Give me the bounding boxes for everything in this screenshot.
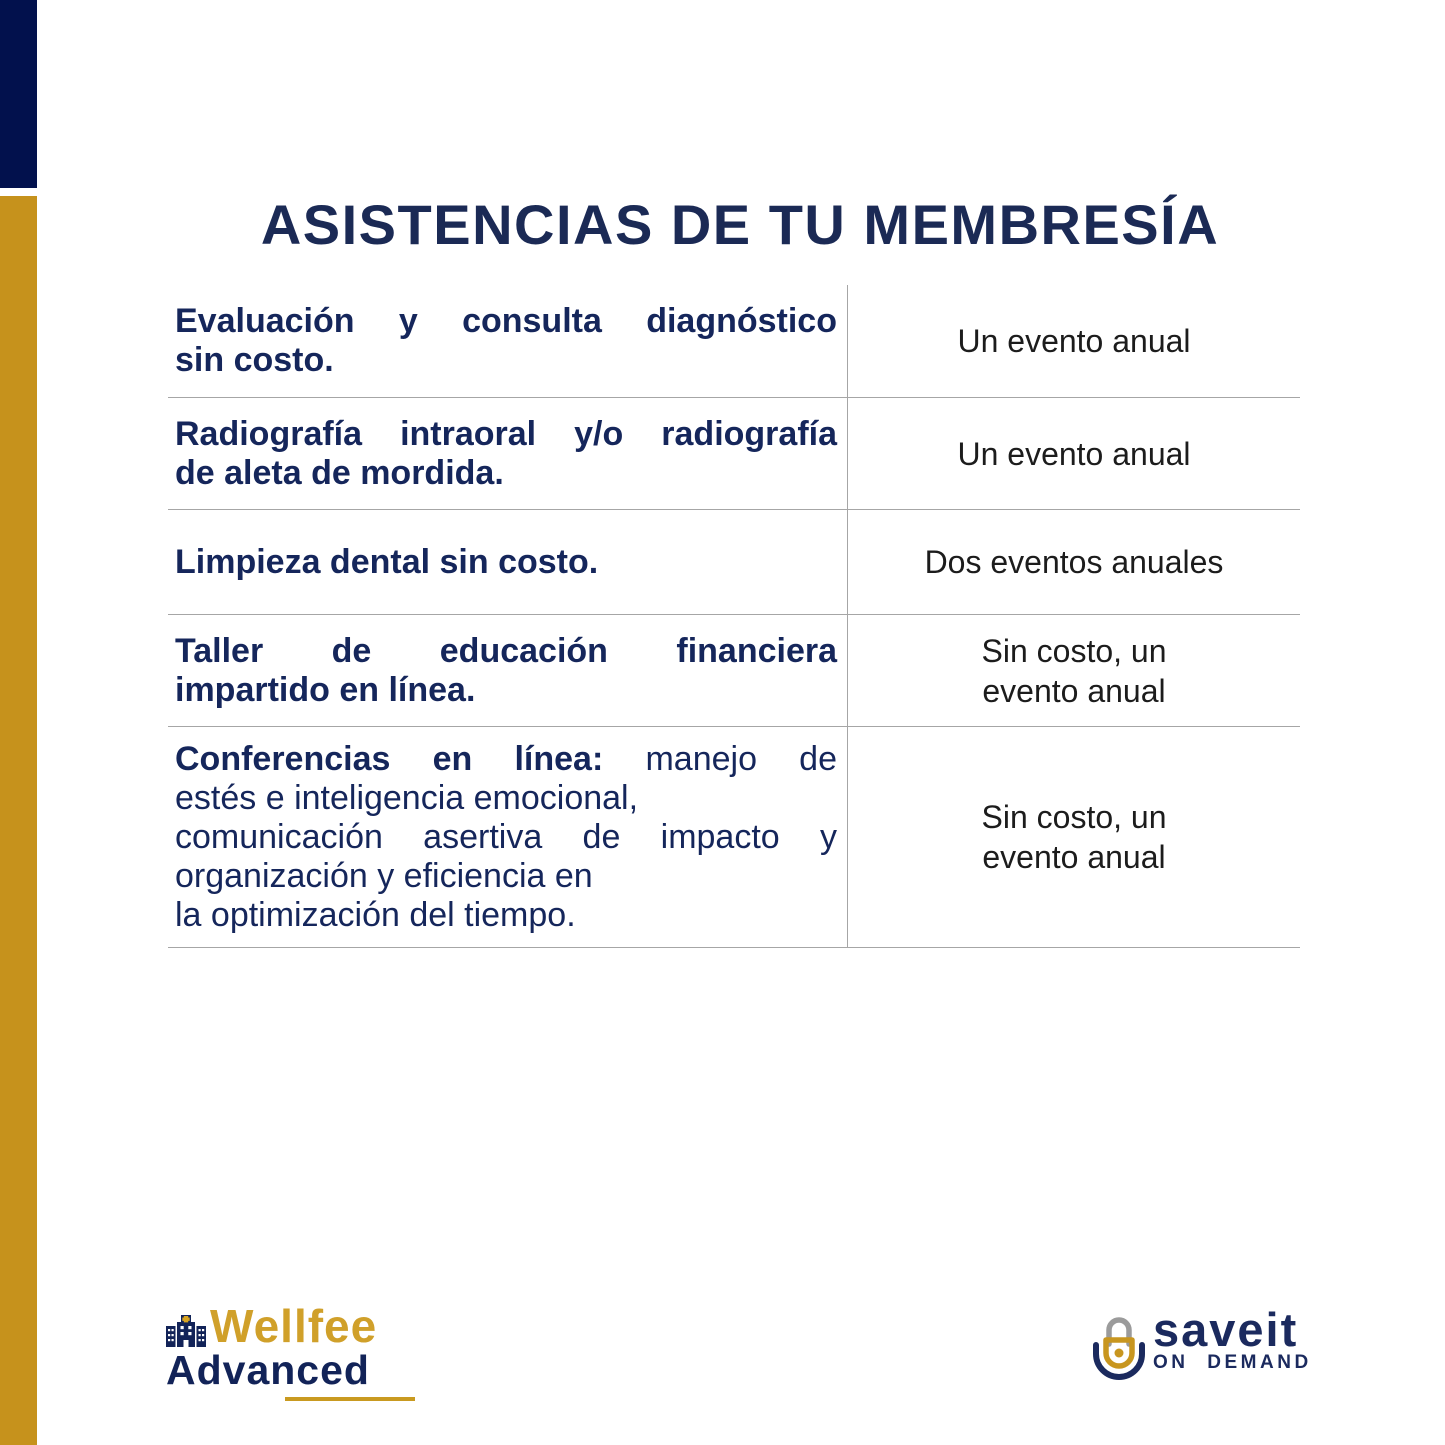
left-accent-bar-navy <box>0 0 37 188</box>
service-cell <box>168 510 848 614</box>
wellfee-logo-underline <box>285 1397 415 1401</box>
service-text-line: sin costo. <box>175 341 334 379</box>
service-text-bold: Conferencias en línea: <box>175 739 604 778</box>
service-text-line <box>175 740 837 779</box>
frequency-cell <box>848 615 1300 726</box>
frequency-cell <box>848 285 1300 397</box>
service-cell <box>168 615 848 726</box>
frequency-text-line: evento anual <box>982 839 1166 875</box>
service-text-line: Limpieza dental sin costo. <box>175 542 599 581</box>
frequency-text-line: Dos eventos anuales <box>924 544 1224 580</box>
frequency-text-line: Sin costo, un <box>981 632 1167 669</box>
frequency-cell <box>848 510 1300 614</box>
service-cell <box>168 398 848 509</box>
service-cell <box>168 727 848 947</box>
service-cell <box>168 285 848 397</box>
wellfee-logo-tier: Advanced <box>166 1347 370 1393</box>
service-text-line: organización y eficiencia en <box>175 856 593 895</box>
service-text-line: Radiografía intraoral y/o radiografía <box>175 414 837 453</box>
benefits-table <box>168 285 1300 948</box>
frequency-text-line: Sin costo, un <box>981 799 1167 835</box>
padlock-arc-icon <box>1093 1312 1145 1380</box>
service-text-line: comunicación asertiva de impacto y <box>175 817 837 856</box>
service-text-line: de aleta de mordida. <box>175 453 504 492</box>
frequency-cell <box>848 727 1300 947</box>
service-text-line: Evaluación y consulta diagnóstico <box>175 302 837 340</box>
wellfee-logo <box>166 1300 426 1401</box>
saveit-logo-tagline: ON DEMAND <box>1153 1352 1312 1373</box>
saveit-logo <box>1093 1303 1312 1380</box>
service-text-line: Taller de educación financiera <box>175 631 837 670</box>
service-text-line: impartido en línea. <box>175 670 476 709</box>
service-text-line: estés e inteligencia emocional, <box>175 778 639 817</box>
hospital-building-icon <box>166 1315 206 1347</box>
frequency-text-line: Un evento anual <box>957 435 1191 472</box>
page-title: ASISTENCIAS DE TU MEMBRESÍA <box>260 193 1220 256</box>
left-accent-bar-gold <box>0 196 37 1445</box>
saveit-logo-name: saveit <box>1153 1303 1299 1356</box>
service-text-line: la optimización del tiempo. <box>175 895 576 934</box>
frequency-text-line: evento anual <box>982 672 1166 709</box>
table-row <box>168 615 1300 727</box>
service-text-regular: manejo de <box>603 739 837 778</box>
wellfee-logo-name: Wellfee <box>210 1300 378 1352</box>
table-row <box>168 398 1300 510</box>
table-row <box>168 285 1300 398</box>
table-row <box>168 510 1300 615</box>
frequency-text-line: Un evento anual <box>957 323 1191 359</box>
frequency-cell <box>848 398 1300 509</box>
table-row <box>168 727 1300 948</box>
